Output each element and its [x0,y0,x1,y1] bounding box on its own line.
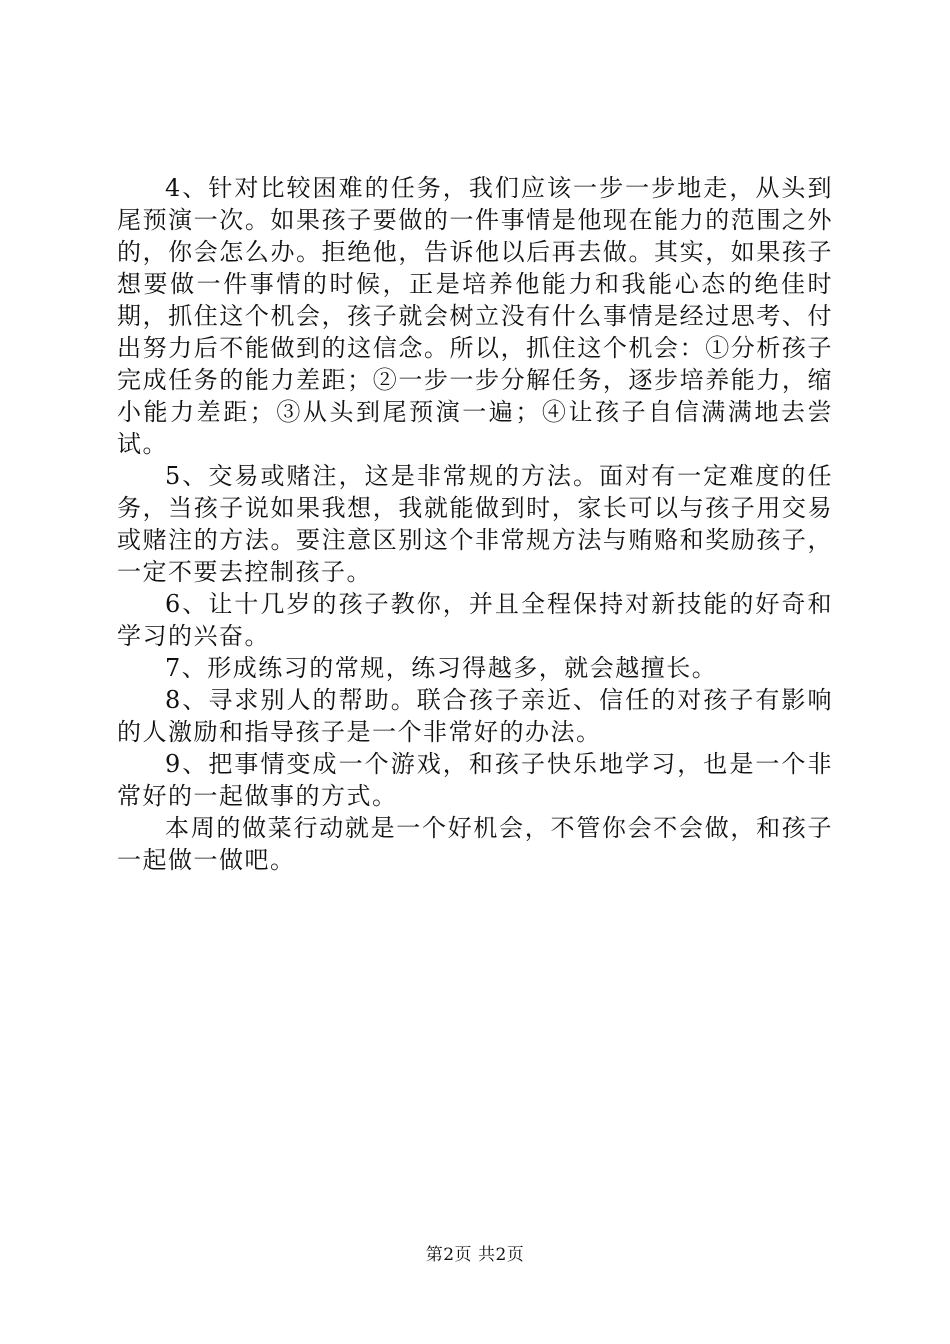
paragraph-4: 4、针对比较困难的任务，我们应该一步一步地走，从头到尾预演一次。如果孩子要做的一件事情是他现在能力的范围之外的，你会怎么办。拒绝他，告诉他以后再去做。其实，如果孩子想要做一件事情的时候，正是培养他能力和我能心态的绝佳时期，抓住这个机会，孩子就会树立没有什么事情是经过思考、付出努力后不能做到的这信念。所以，抓住这个机会：①分析孩子完成任务的能力差距；②一步一步分解任务，逐步培养能力，缩小能力差距；③从头到尾预演一遍；④让孩子自信满满地去尝试。 [117,174,833,458]
paragraph-5: 5、交易或赌注，这是非常规的方法。面对有一定难度的任务，当孩子说如果我想，我就能做到时，家长可以与孩子用交易或赌注的方法。要注意区别这个非常规方法与贿赂和奖励孩子，一定不要去控制孩子。 [117,462,833,586]
document-body [117,172,833,876]
paragraph-closing: 本周的做菜行动就是一个好机会，不管你会不会做，和孩子一起做一做吧。 [117,814,833,874]
paragraph-9: 9、把事情变成一个游戏，和孩子快乐地学习，也是一个非常好的一起做事的方式。 [117,750,833,810]
paragraph-6: 6、让十几岁的孩子教你，并且全程保持对新技能的好奇和学习的兴奋。 [117,590,833,650]
page-footer: 第2页 共2页 [425,1245,525,1265]
paragraph-8: 8、寻求别人的帮助。联合孩子亲近、信任的对孩子有影响的人激励和指导孩子是一个非常好的办法。 [117,686,833,746]
paragraph-7: 7、形成练习的常规，练习得越多，就会越擅长。 [165,654,718,682]
